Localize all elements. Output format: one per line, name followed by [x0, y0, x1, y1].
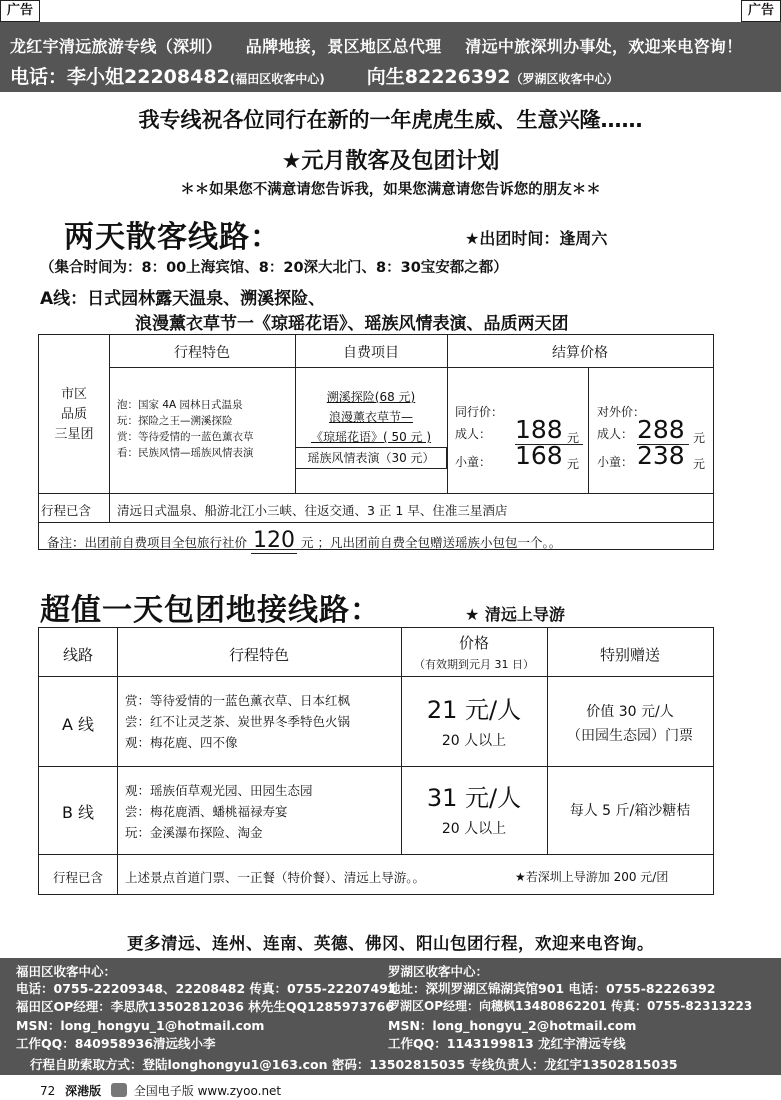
public-price-label: 对外价： [597, 405, 646, 419]
contact-left-msn: MSN：long_hongyu_1@hotmail.com [16, 1018, 265, 1033]
page-footer [40, 1082, 281, 1099]
public-adult-label: 成人： [597, 427, 634, 441]
contact-left-phone: 电话：0755-22209348、22208482 传真：0755-22207491 [16, 981, 397, 996]
depart-time: ★出团时间：逢周六 [465, 229, 608, 248]
ad-label-left: 广告 [0, 0, 40, 22]
contact-left-title: 福田区收客中心： [16, 964, 117, 979]
line-a-title-1: A线：日式园林露天温泉、溯溪探险、 [40, 289, 326, 309]
route-b: B 线 [61, 803, 95, 822]
gift-line: 每人 5 斤/箱沙糖桔 [569, 803, 691, 819]
top-banner [0, 22, 781, 92]
contact-right-op: 罗湖区OP经理：向穗枫13480862201 传真：0755-82313223 [388, 999, 753, 1013]
banner-office: 清远中旅深圳办事处，欢迎来电咨询！ [465, 37, 743, 56]
banner-phones [10, 62, 619, 89]
peer-child-price: 168 [515, 441, 563, 470]
gift-line: （田园生态园）门票 [567, 728, 693, 744]
header-price-2: 价格 [458, 634, 489, 652]
grade-line: 市区 [60, 387, 87, 402]
one-day-table [38, 627, 714, 895]
header-price: 结算价格 [552, 345, 608, 361]
self-item: 浪漫薰衣草节— [328, 410, 413, 424]
included-label-2: 行程已含 [52, 870, 103, 885]
header-features-2: 行程特色 [228, 646, 289, 664]
feature-item: 玩：金溪瀑布探险、淘金 [125, 825, 263, 840]
header-self-items: 自费项目 [343, 345, 399, 361]
header-gift: 特别赠送 [599, 646, 660, 664]
plan-title: ★元月散客及包团计划 [281, 149, 500, 174]
self-item: 瑶族风情表演（30 元） [295, 447, 447, 469]
remark [47, 528, 561, 553]
notice-text: ＊＊如果您不满意请您告诉我，如果您满意请您告诉您的朋友＊＊ [180, 182, 601, 198]
route-a-price: 21 元/人 [426, 696, 522, 724]
yuan-unit: 元 [567, 457, 580, 471]
included-text: 清远日式温泉、船游北江小三峡、往返交通、3 正 1 早、住准三星酒店 [117, 503, 508, 518]
banner-phone-2: 向生82226392 [366, 66, 511, 88]
more-routes: 更多清远、连州、连南、英德、佛冈、阳山包团行程，欢迎来电咨询。 [127, 934, 654, 953]
site-url: 全国电子版 www.zyoo.net [133, 1084, 282, 1098]
feature-item: 尝：红不让灵芝茶、炭世界冬季特色火锅 [125, 714, 351, 729]
public-child-label: 小童： [597, 455, 634, 469]
yuan-unit: 元 [693, 457, 706, 471]
feature-item: 赏：等待爱情的一蓝色薰衣草、日本红枫 [125, 693, 351, 708]
ad-label-right: 广告 [741, 0, 781, 22]
yuan-unit: 元 [567, 431, 580, 445]
site-logo-icon [111, 1083, 127, 1097]
contact-right-address: 地址：深圳罗湖区锦湖宾馆901 电话：0755-82226392 [388, 981, 716, 996]
remark-price: 120 [253, 528, 295, 553]
feature-item: 赏：等待爱情的一蓝色薰衣草 [117, 431, 254, 443]
page-number: 72 [40, 1084, 56, 1098]
gift-line: 价值 30 元/人 [586, 704, 674, 720]
public-child-price: 238 [637, 441, 685, 470]
feature-item: 看：民族风情—瑶族风情表演 [117, 447, 254, 459]
contact-left-qq: 工作QQ：840958936清远线小李 [16, 1036, 216, 1051]
features-list [117, 397, 254, 461]
feature-item: 泡：国家 4A 园林日式温泉 [117, 399, 243, 411]
line-a-title-2: 浪漫薰衣草节一《琼瑶花语》、瑶族风情表演、品质两天团 [135, 314, 569, 334]
contact-left-op: 福田区OP经理：李思欣13502812036 林先生QQ1285973766 [16, 999, 395, 1014]
feature-item: 玩：探险之王—溯溪探险 [117, 415, 233, 427]
banner-phone-1: 电话：李小姐22208482 [10, 66, 230, 88]
feature-item: 观：梅花鹿、四不像 [125, 735, 238, 750]
banner-phone-2-note: （罗湖区收客中心） [510, 72, 619, 86]
contact-right-msn: MSN：long_hongyu_2@hotmail.com [388, 1018, 637, 1033]
remark-suffix: 元 ；凡出团前自费全包赠送瑶族小包包一个。。 [300, 535, 562, 550]
yuan-unit: 元 [693, 431, 706, 445]
included-text-2: 上述景点首道门票、一正餐（特价餐）、清远上导游。。 [125, 870, 426, 885]
contact-block [0, 958, 781, 1075]
route-b-features [125, 780, 313, 843]
grade-label [39, 385, 109, 445]
route-b-min: 20 人以上 [441, 821, 507, 837]
route-a-features [125, 690, 350, 753]
edition-label: 深港版 [65, 1084, 102, 1098]
contact-right-title: 罗湖区收客中心： [388, 964, 489, 979]
guide-tip: ★ 清远上导游 [465, 605, 565, 624]
self-item: 溯溪探险(68 元) [326, 390, 416, 404]
remark-prefix: 备注：出团前自费项目全包旅行社价 [47, 535, 248, 550]
route-a-gift [547, 700, 713, 748]
header-route: 线路 [62, 646, 93, 664]
extra-guide-fee: ★若深圳上导游加 200 元/团 [515, 870, 669, 884]
peer-adult-label: 成人： [455, 427, 492, 441]
greeting: 我专线祝各位同行在新的一年虎虎生威、生意兴隆…… [138, 108, 643, 132]
self-item: 《琼瑶花语》( 50 元 ) [310, 430, 432, 444]
route-b-gift [547, 800, 713, 820]
included-label: 行程已含 [41, 503, 92, 518]
contact-right-qq: 工作QQ：1143199813 龙红宇清远专线 [388, 1036, 626, 1051]
peer-adult-price: 188 [515, 415, 583, 445]
section2-title: 超值一天包团地接线路： [40, 593, 381, 628]
public-adult-price: 288 [637, 415, 689, 445]
banner-company: 龙红宇清远旅游专线（深圳） [10, 37, 222, 56]
section1-title: 两天散客线路： [64, 220, 281, 255]
gather-time: （集合时间为：8：00上海宾馆、8：20深大北门、8：30宝安都之都） [40, 260, 508, 276]
grade-line: 品质 [60, 407, 87, 422]
header-price-note: （有效期到元月 31 日） [414, 658, 534, 671]
feature-item: 尝：梅花鹿酒、蟠桃福禄寿宴 [125, 804, 288, 819]
banner-brand: 品牌地接，景区地区总代理 [245, 37, 442, 56]
banner-phone-1-note: (福田区收客中心) [229, 72, 325, 86]
route-a-min: 20 人以上 [441, 733, 507, 749]
self-items-list [295, 387, 447, 469]
header-features: 行程特色 [174, 345, 230, 361]
two-day-table [38, 334, 714, 553]
route-b-price: 31 元/人 [426, 784, 522, 812]
route-a: A 线 [61, 715, 95, 734]
peer-price-label: 同行价： [455, 405, 504, 419]
grade-line: 三星团 [54, 427, 94, 442]
banner-slogan [10, 34, 760, 57]
feature-item: 观：瑶族佰草观光园、田园生态园 [125, 783, 313, 798]
peer-child-label: 小童： [455, 455, 492, 469]
contact-bottom: 行程自助索取方式：登陆longhongyu1@163.con 密码：13502815035 专线负责人：龙红宇13502815035 [30, 1057, 678, 1072]
